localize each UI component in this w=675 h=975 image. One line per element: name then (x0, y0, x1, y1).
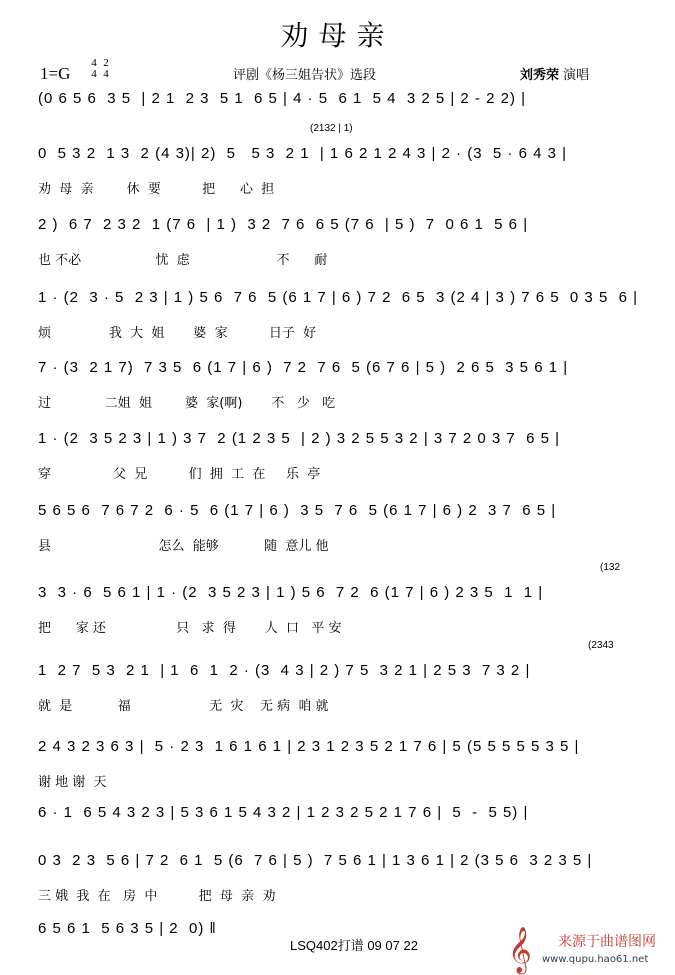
lyrics-line: 穿 父 兄 们 拥 工 在 乐 亭 (38, 467, 321, 482)
performer-role: 演唱 (563, 68, 590, 83)
subtitle: 评剧《杨三姐告状》选段 (233, 68, 377, 83)
score-row-2 (38, 123, 638, 199)
notation-line: 0 5 3 2 1 3 2 (4 3)| 2) 5 5 3 2 1 | 1 6 2 1 2 4 3 | 2 · (3 5 · 6 4 3 | (38, 145, 568, 162)
watermark-url: www.qupu.hao61.net (542, 954, 649, 965)
notation-line: 1 · (2 3 · 5 2 3 | 1 ) 5 6 7 6 5 (6 1 7 | 6 ) 7 2 6 5 3 (2 4 | 3 ) 7 6 5 0 3 5 6 | (38, 289, 639, 306)
lyrics-line: 把 家 还 只 求 得 人 口 平 安 (38, 621, 342, 636)
watermark-logo (508, 928, 668, 972)
score-row-8 (38, 562, 638, 638)
alt-annotation: (2132 | 1) (310, 123, 353, 134)
notation-line: 5 6 5 6 7 6 7 2 6 · 5 6 (1 7 | 6 ) 3 5 7 6 5 (6 1 7 | 6 ) 2 3 7 6 5 | (38, 502, 557, 519)
lyrics-line: 过 二姐 姐 婆 家(啊) 不 少 吃 (38, 396, 336, 411)
alt-annotation: (132 (600, 562, 621, 573)
score-row-12 (38, 850, 638, 906)
notation-line: 3 3 · 6 5 6 1 | 1 · (2 3 5 2 3 | 1 ) 5 6 7 2 6 (1 7 | 6 ) 2 3 5 1 1 | (38, 584, 544, 601)
lyrics-line: 谢 地 谢 天 (38, 775, 107, 790)
score-row-7 (38, 500, 638, 556)
notation-line: 6 · 1 6 5 4 3 2 3 | 5 3 6 1 5 4 3 2 | 1 2 3 2 5 2 1 7 6 | 5 - 5 5) | (38, 804, 529, 821)
alt-annotation: (2343 (588, 640, 614, 651)
lyrics-line: 县 怎么 能够 随 意儿 他 (38, 539, 329, 554)
performer-name: 刘秀荣 (520, 68, 560, 83)
score-row-6 (38, 428, 638, 484)
watermark-source: 来源于曲谱图网 (558, 934, 656, 950)
notation-line: 7 · (3 2 1 7) 7 3 5 6 (1 7 | 6 ) 7 2 7 6 5 (6 7 6 | 5 ) 2 6 5 3 5 6 1 | (38, 359, 569, 376)
transcriber-credit: LSQ402打谱 09 07 22 (290, 938, 418, 953)
song-title: 劝母亲 (280, 19, 395, 52)
notation-line: 1 2 7 5 3 2 1 | 1 6 1 2 · (3 4 3 | 2 ) 7 5 3 2 1 | 2 5 3 7 3 2 | (38, 662, 531, 679)
notation-line: 2 ) 6 7 2 3 2 1 (7 6 | 1 ) 3 2 7 6 6 5 (7 6 | 5 ) 7 0 6 1 5 6 | (38, 216, 529, 233)
meter-top-2: 2 (103, 57, 109, 69)
notation-line: (0 6 5 6 3 5 | 2 1 2 3 5 1 6 5 | 4 · 5 6 1 5 4 3 2 5 | 2 - 2 2) | (38, 90, 526, 107)
meter-bottom-1: 4 (91, 68, 97, 80)
key-signature: 1=G (40, 64, 71, 83)
lyrics-line: 劝 母 亲 休 要 把 心 担 (38, 182, 275, 197)
lyrics-line: 烦 我 大 姐 婆 家 日子 好 (38, 326, 317, 341)
meter-bottom-2: 4 (103, 68, 109, 80)
score-row-4 (38, 287, 638, 343)
lyrics-line: 也 不必 忧 虑 不 耐 (38, 253, 328, 268)
notation-line: 0 3 2 3 5 6 | 7 2 6 1 5 (6 7 6 | 5 ) 7 5 6 1 | 1 3 6 1 | 2 (3 5 6 3 2 3 5 | (38, 852, 593, 869)
score-row-1 (38, 88, 638, 144)
score-row-9 (38, 640, 638, 716)
notation-line: 1 · (2 3 5 2 3 | 1 ) 3 7 2 (1 2 3 5 | 2 ) 3 2 5 5 3 2 | 3 7 2 0 3 7 6 5 | (38, 430, 561, 447)
treble-clef-icon: 𝄞 (508, 927, 532, 973)
performer (520, 64, 589, 83)
score-row-3 (38, 214, 638, 270)
time-signatures (88, 58, 118, 80)
notation-line: 6 5 6 1 5 6 3 5 | 2 0) ‖ (38, 920, 217, 937)
notation-line: 2 4 3 2 3 6 3 | 5 · 2 3 1 6 1 6 1 | 2 3 1 2 3 5 2 1 7 6 | 5 (5 5 5 5 5 3 5 | (38, 738, 580, 755)
lyrics-line: 就 是 福 无 灾 无 病 咱 就 (38, 699, 329, 714)
lyrics-line: 三 娥 我 在 房 中 把 母 亲 劝 (38, 889, 276, 904)
meter-top-1: 4 (91, 57, 97, 69)
score-row-10 (38, 736, 638, 792)
score-row-5 (38, 357, 638, 413)
